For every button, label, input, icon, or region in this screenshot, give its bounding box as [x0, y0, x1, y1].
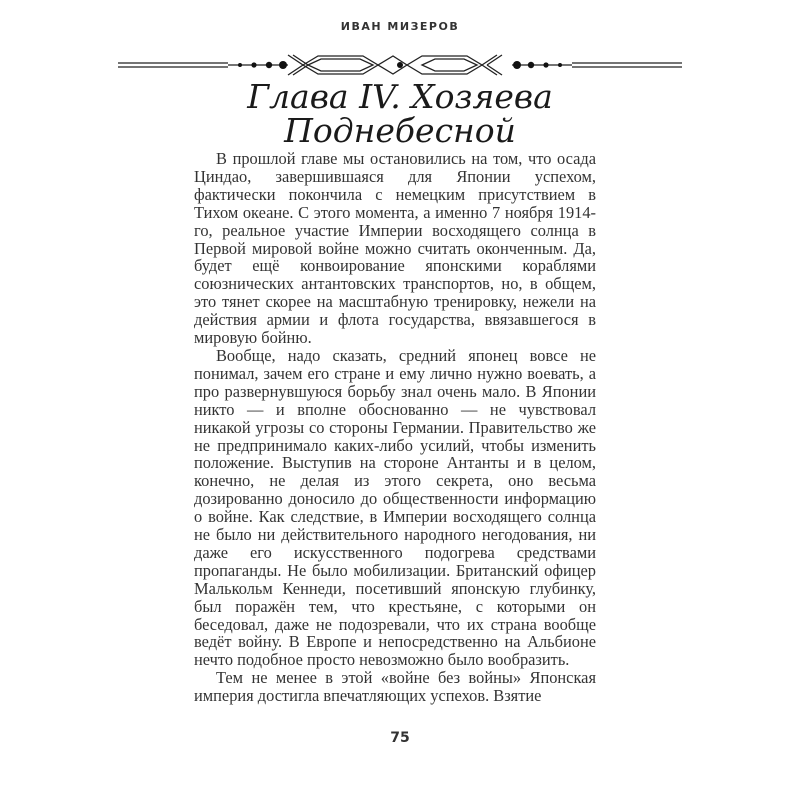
paragraph: Вообще, надо сказать, средний японец вовсе не понимал, зачем его стране и ему лично нужно воевать, а про развернувшуюся борьбу знал очень мало. В Японии никто — и вполне обоснованно — не чувствовал никакой угрозы со стороны Германии. Правительство же не предпринимало каких-либо усилий, чтобы изменить положение. Выступив на стороне Антанты и в целом, конечно, не делая из этого секрета, оно весьма дозированно доносило до общественности информацию о войне. Как следствие, в Империи восходящего солнца не было ни действительного народного негодования, ни даже его искусственного подогрева средствами пропаганды. Не было мобилизации. Британский офицер Малькольм Кеннеди, посетивший японскую глубинку, был поражён тем, что крестьяне, с которыми он беседовал, даже не подозревали, что их страна вообще ведёт войну. В Европе и непосредственно на Альбионе нечто подобное просто невозможно было вообразить. [194, 345, 596, 670]
running-head-author: ИВАН МИЗЕРОВ [340, 20, 460, 33]
decorative-divider-icon [118, 50, 682, 80]
chapter-title [0, 77, 800, 150]
body-text [194, 150, 596, 705]
chapter-title-line-1: Глава IV. Хозяева [247, 77, 553, 116]
page-number: 75 [390, 730, 410, 746]
chapter-title-line-2: Поднебесной [284, 111, 516, 150]
paragraph: Тем не менее в этой «войне без войны» Японская империя достигла впечатляющих успехов. Взятие [194, 668, 596, 706]
paragraph: В прошлой главе мы остановились на том, что осада Циндао, завершившаяся для Японии успехом, фактически покончила с немецким присутствием в Тихом океане. С этого момента, а именно 7 ноября 1914-го, реальное участие Империи восходящего солнца в Первой мировой войне можно считать оконченным. Да, будет ещё конвоирование японскими кораблями союзнических антантовских транспортов, но, в общем, это тянет скорее на масштабную тренировку, нежели на действия армии и флота государства, ввязавшегося в мировую бойню. [194, 149, 596, 348]
